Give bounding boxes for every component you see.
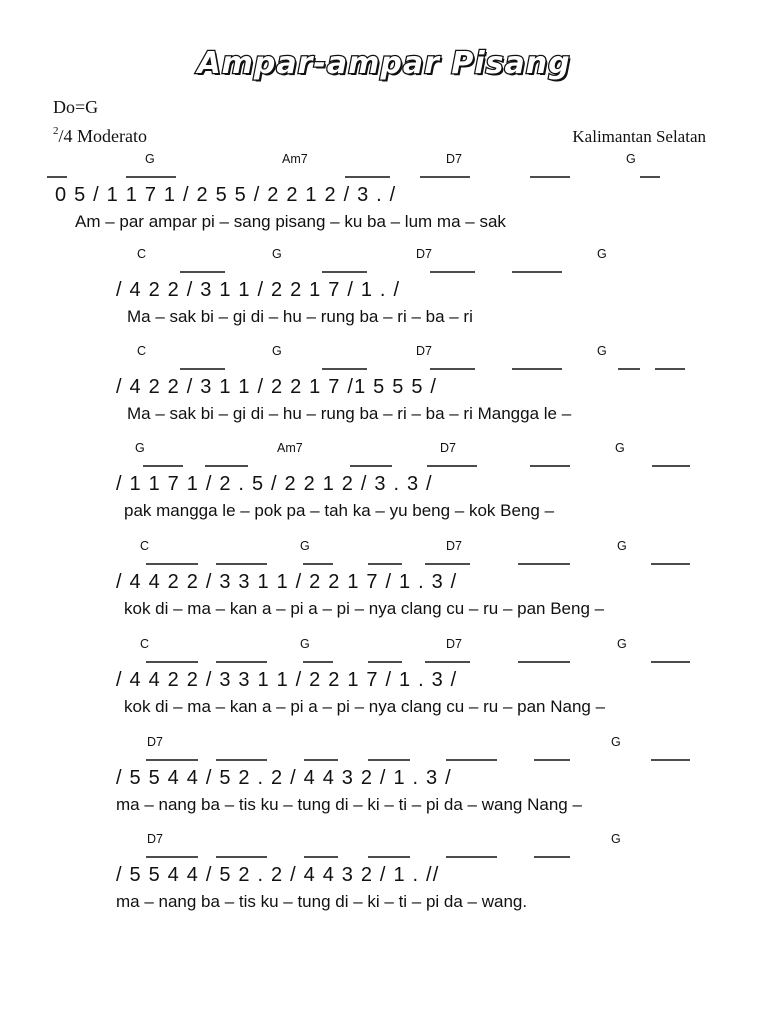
chord-label: D7 — [446, 152, 462, 166]
chord-label: Am7 — [282, 152, 308, 166]
notation-line: / 4 4 2 2 / 3 3 1 1 / 2 2 1 7 / 1 . 3 / — [116, 571, 458, 593]
notation-line: 0 5 / 1 1 7 1 / 2 5 5 / 2 2 1 2 / 3 . / — [55, 184, 397, 206]
chord-label: Am7 — [277, 441, 303, 455]
lyric-line: Am – par ampar pi – sang pisang – ku ba – lum ma – sak — [75, 212, 506, 231]
lyric-line: ma – nang ba – tis ku – tung di – ki – ti – pi da – wang. — [116, 892, 528, 911]
music-system — [116, 441, 690, 520]
notation-line: / 4 4 2 2 / 3 3 1 1 / 2 2 1 7 / 1 . 3 / — [116, 669, 458, 691]
chord-label: C — [140, 539, 150, 553]
chord-label: G — [615, 441, 625, 455]
music-system — [116, 832, 621, 911]
chord-label: C — [140, 637, 150, 651]
chord-label: D7 — [446, 539, 462, 553]
meter-denominator: /4 — [58, 126, 73, 146]
notation-line: / 4 2 2 / 3 1 1 / 2 2 1 7 /1 5 5 5 / — [116, 376, 438, 398]
notation-line: / 5 5 4 4 / 5 2 . 2 / 4 4 3 2 / 1 . 3 / — [116, 767, 452, 789]
music-system — [116, 539, 690, 618]
lyric-line: Ma – sak bi – gi di – hu – rung ba – ri – ba – ri Mangga le – — [127, 404, 572, 423]
key-signature: Do=G — [53, 97, 99, 117]
lyric-line: kok di – ma – kan a – pi a – pi – nya clang cu – ru – pan Beng – — [124, 599, 605, 618]
chord-label: G — [611, 735, 621, 749]
notation-line: / 1 1 7 1 / 2 . 5 / 2 2 1 2 / 3 . 3 / — [116, 473, 433, 495]
chord-label: D7 — [416, 247, 432, 261]
music-system — [116, 344, 685, 423]
chord-label: G — [617, 637, 627, 651]
chord-label: G — [626, 152, 636, 166]
chord-label: G — [272, 344, 282, 358]
chord-label: G — [135, 441, 145, 455]
chord-label: C — [137, 344, 147, 358]
chord-label: D7 — [416, 344, 432, 358]
chord-label: D7 — [440, 441, 456, 455]
lyric-line: pak mangga le – pok pa – tah ka – yu beng – kok Beng – — [124, 501, 555, 520]
chord-label: G — [597, 344, 607, 358]
tempo-text: Moderato — [77, 126, 147, 146]
chord-label: G — [597, 247, 607, 261]
music-system — [116, 247, 607, 326]
chord-label: D7 — [147, 832, 163, 846]
lyric-line: kok di – ma – kan a – pi a – pi – nya clang cu – ru – pan Nang – — [124, 697, 606, 716]
chord-label: G — [145, 152, 155, 166]
chord-label: G — [300, 637, 310, 651]
song-origin: Kalimantan Selatan — [572, 127, 706, 146]
music-system — [116, 637, 690, 716]
notation-line: / 5 5 4 4 / 5 2 . 2 / 4 4 3 2 / 1 . // — [116, 864, 440, 886]
chord-label: G — [617, 539, 627, 553]
meter-numerator: 2 — [53, 125, 59, 137]
chord-label: G — [611, 832, 621, 846]
lyric-line: Ma – sak bi – gi di – hu – rung ba – ri – ba – ri — [127, 307, 473, 326]
chord-label: D7 — [147, 735, 163, 749]
song-title: Ampar-ampar Pisang — [197, 46, 571, 81]
chord-label: G — [272, 247, 282, 261]
chord-label: C — [137, 247, 147, 261]
music-system — [47, 152, 660, 231]
music-system — [116, 735, 690, 814]
chord-label: G — [300, 539, 310, 553]
lyric-line: ma – nang ba – tis ku – tung di – ki – ti – pi da – wang Nang – — [116, 795, 582, 814]
notation-line: / 4 2 2 / 3 1 1 / 2 2 1 7 / 1 . / — [116, 279, 401, 301]
chord-label: D7 — [446, 637, 462, 651]
